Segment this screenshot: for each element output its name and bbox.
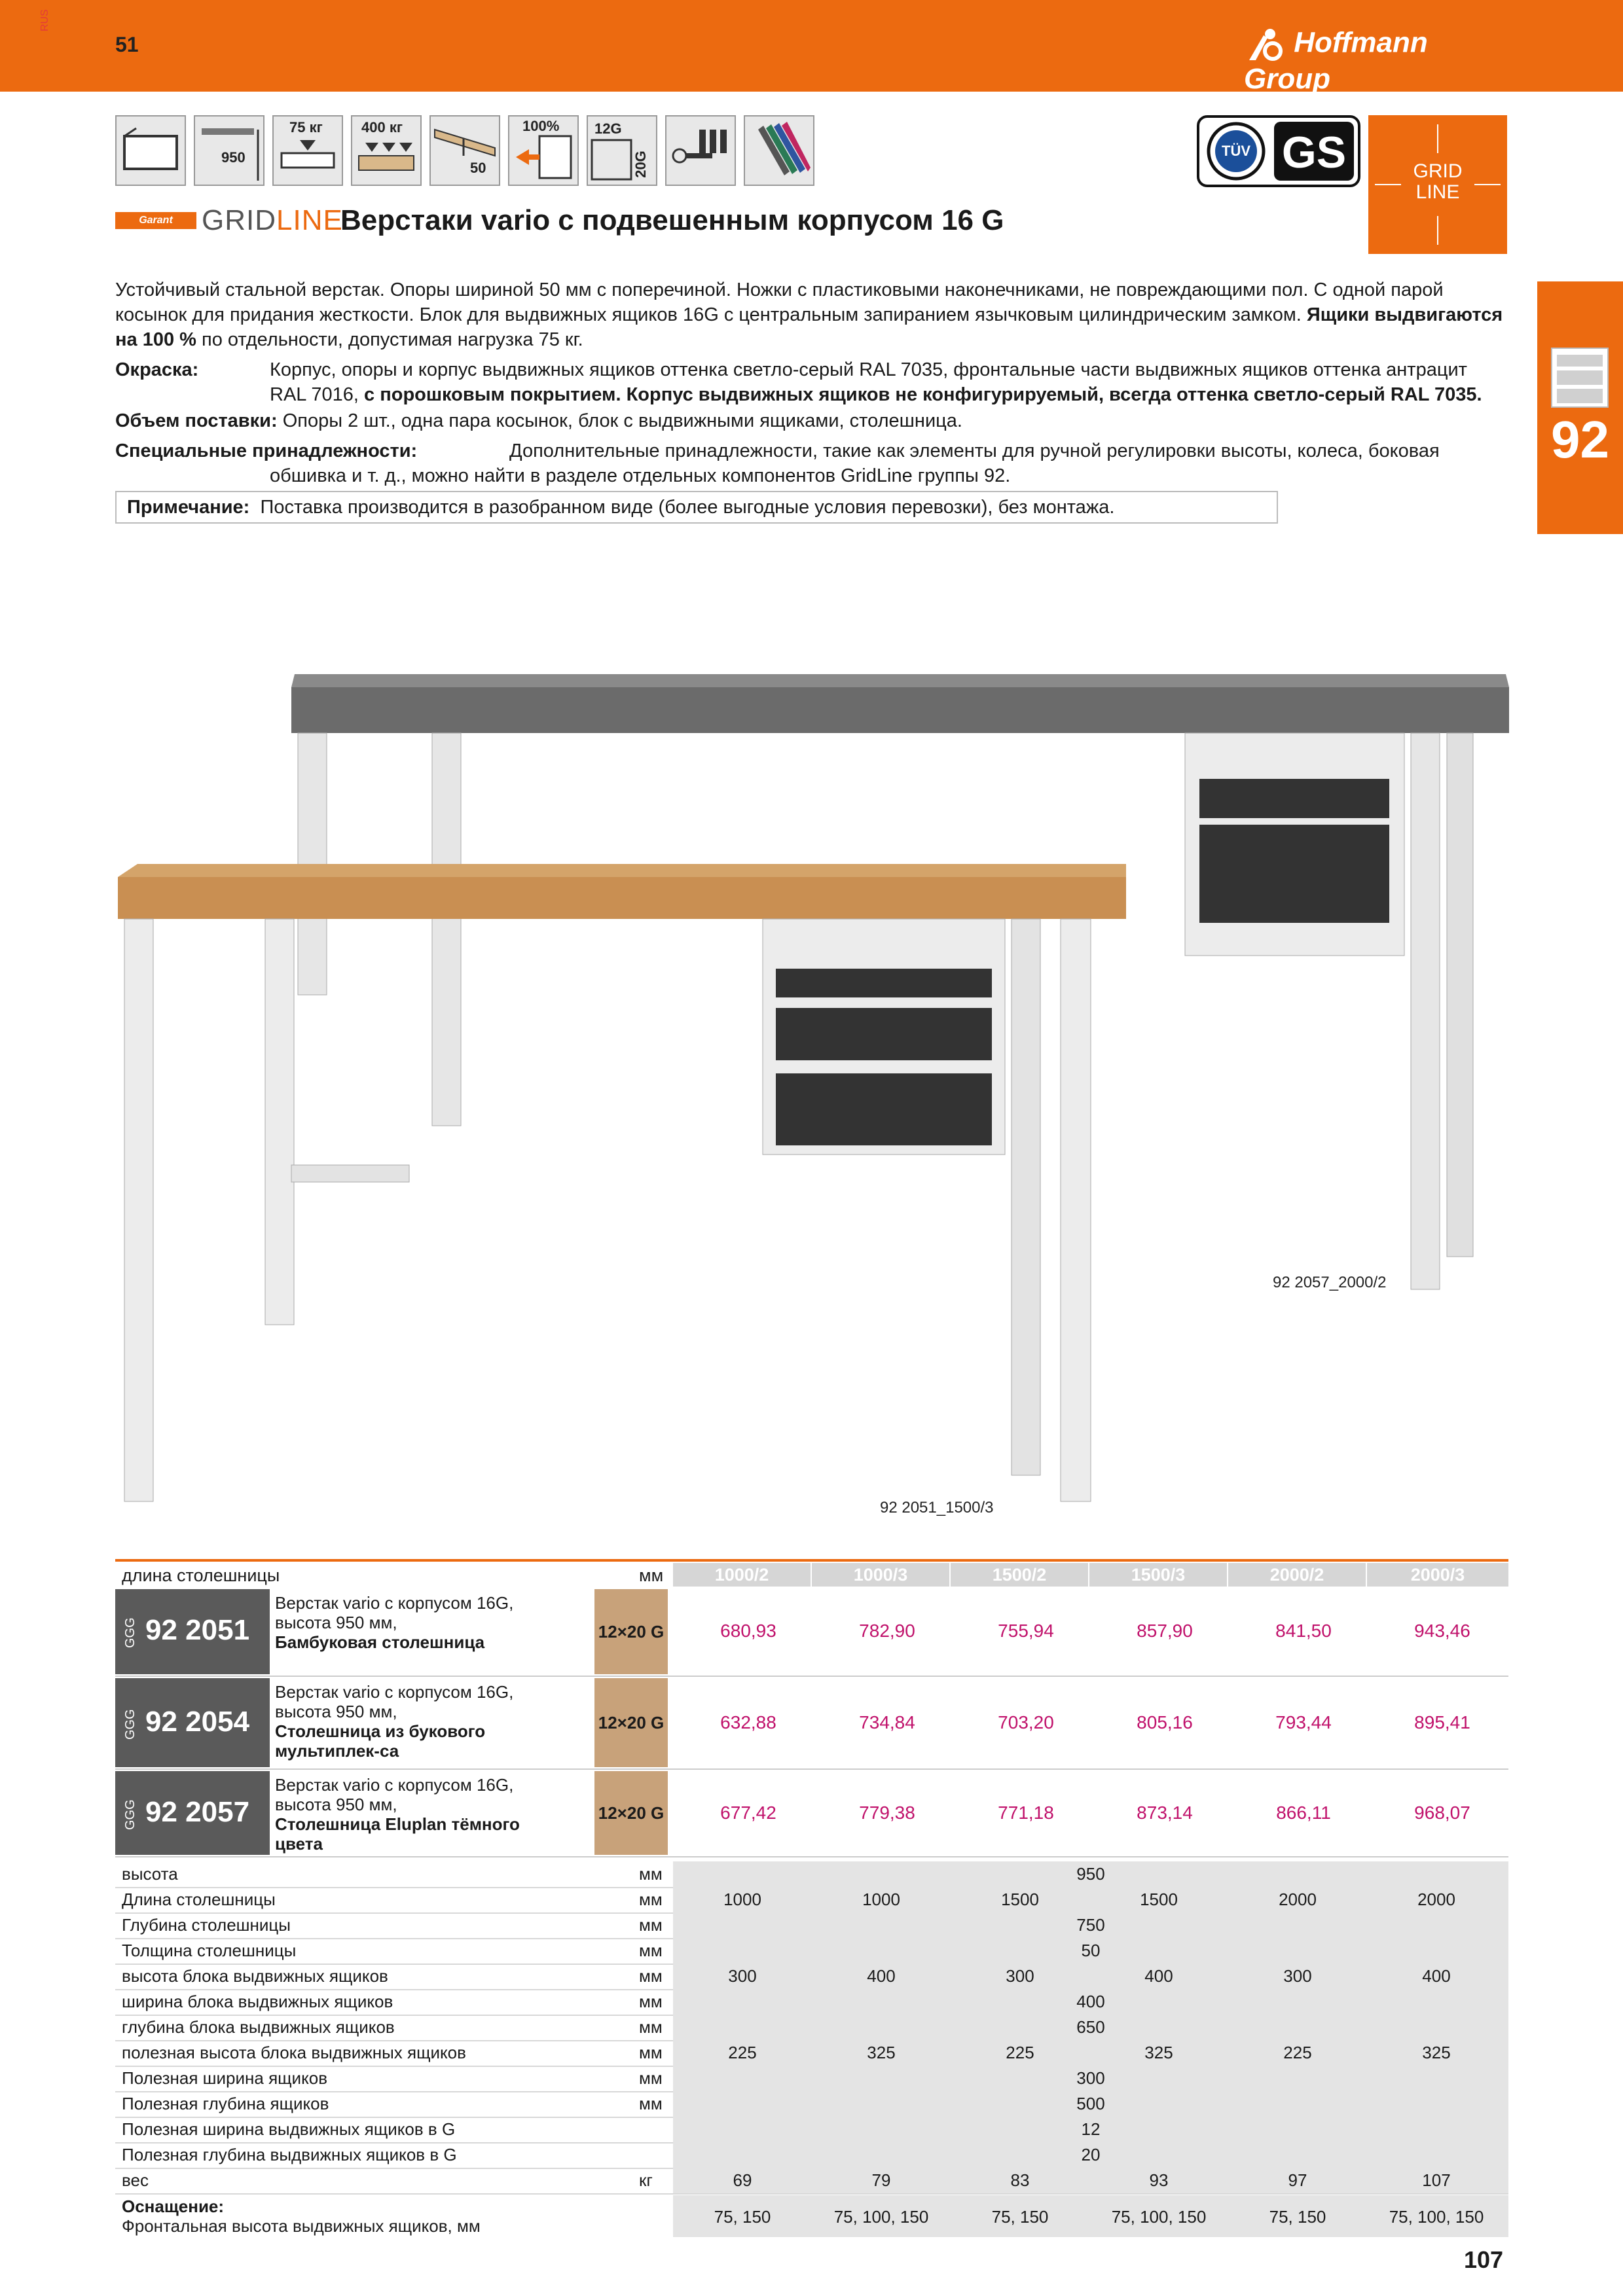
spec-value: 325 xyxy=(867,2043,896,2062)
price: 895,41 xyxy=(1414,1712,1470,1732)
product-desc: Верстак vario с корпусом 16G, высота 950 мм, Столешница Eluplan тёмного цвета xyxy=(275,1775,520,1854)
spec-label: высота блока выдвижных ящиков xyxy=(122,1966,388,1986)
price: 734,84 xyxy=(859,1712,915,1732)
equipment-row: Оснащение: Фронтальная высота выдвижных ящиков, мм 75, 150 75, 100, 150 75, 150 75, 100, 150 75, 150 75, 100, 150 xyxy=(115,2195,1508,2237)
spec-label: ширина блока выдвижных ящиков xyxy=(122,1992,393,2011)
price: 779,38 xyxy=(859,1803,915,1823)
gs-label: GS xyxy=(1281,128,1347,177)
drawer-key: 12×20 G xyxy=(594,1771,668,1855)
drawer-key: 12×20 G xyxy=(594,1678,668,1767)
spec-values xyxy=(673,2117,1508,2142)
spec-row xyxy=(115,1887,1508,1914)
spec-values xyxy=(673,1989,1508,2015)
product-desc: Верстак vario с корпусом 16G, высота 950 мм, Столешница из букового мультиплек-са xyxy=(275,1682,514,1761)
product-description: Устойчивый стальной верстак. Опоры шириной 50 мм с поперечиной. Ножки с пластиковыми наконечниками, не повреждающими пол. С одной парой косынок для придания жесткости. Блок для выдвижных ящиков 16G с центральным запиранием язычковым цилиндрическим замком. Ящики выдвигаются на 100 % по отдельности, допустимая нагрузка 75 кг. xyxy=(115,279,1503,350)
spec-label: глубина блока выдвижных ящиков xyxy=(122,2017,395,2037)
spec-value: 69 xyxy=(733,2170,752,2190)
col-header: 2000/3 xyxy=(1367,1563,1508,1587)
price: 857,90 xyxy=(1137,1621,1193,1641)
spec-label: Полезная ширина ящиков xyxy=(122,2068,328,2088)
spec-values xyxy=(673,2142,1508,2168)
spec-values xyxy=(673,1938,1508,1964)
length-header-unit: мм xyxy=(639,1566,664,1585)
spec-value: 225 xyxy=(1283,2043,1312,2062)
spec-values xyxy=(673,2040,1508,2066)
price: 771,18 xyxy=(998,1803,1054,1823)
spec-value: 300 xyxy=(728,1966,757,1986)
length-header-label: длина столешницы xyxy=(122,1566,280,1585)
top-bar xyxy=(0,0,1623,95)
section-page-number: 51 xyxy=(115,33,139,56)
load-400-icon: 400 кг xyxy=(351,115,422,186)
price: 793,44 xyxy=(1275,1712,1332,1732)
spec-value: 1500 xyxy=(1001,1890,1039,1909)
table-row xyxy=(115,1589,1508,1677)
spec-value: 225 xyxy=(728,2043,757,2062)
spec-values xyxy=(673,1861,1508,1887)
price: 755,94 xyxy=(998,1621,1054,1641)
image-caption-front: 92 2051_1500/3 xyxy=(880,1499,994,1516)
col-header: 1000/2 xyxy=(673,1563,811,1587)
table-row xyxy=(115,1771,1508,1857)
spec-values xyxy=(673,1912,1508,1938)
hoffmann-logo-icon xyxy=(1244,26,1286,63)
accessories-text: Дополнительные принадлежности, такие как элементы для ручной регулировки высоты, колеса, боковая обшивка и т. д., можно найти в разделе отдельных компонентов GridLine группы 92. xyxy=(270,440,1440,486)
price: 943,46 xyxy=(1414,1621,1470,1641)
spec-unit: мм xyxy=(639,1941,663,1960)
extension-100-icon: 100% xyxy=(508,115,579,186)
spec-row xyxy=(115,1938,1508,1965)
spec-unit: мм xyxy=(639,1864,663,1884)
drawer-key: 12×20 G xyxy=(594,1589,668,1674)
spec-unit: мм xyxy=(639,2043,663,2062)
spec-unit: мм xyxy=(639,1915,663,1935)
spec-value: 20 xyxy=(1081,2145,1101,2164)
image-caption-back: 92 2057_2000/2 xyxy=(1273,1274,1387,1291)
spec-label: Длина столешницы xyxy=(122,1890,276,1909)
brand-name: Hoffmann Group xyxy=(1244,26,1428,95)
scope-row: Объем поставки: Опоры 2 шт., одна пара косынок, блок с выдвижными ящиками, столешница. xyxy=(115,410,962,431)
article-number: GGG 92 2057 xyxy=(115,1771,270,1855)
height-950-icon: 950 xyxy=(194,115,264,186)
gridline-badge xyxy=(1368,115,1507,254)
lock-icon xyxy=(665,115,736,186)
spec-label: полезная высота блока выдвижных ящиков xyxy=(122,2043,466,2062)
spec-value: 300 xyxy=(1283,1966,1312,1986)
spec-value: 97 xyxy=(1288,2170,1307,2190)
spec-label: Полезная глубина выдвижных ящиков в G xyxy=(122,2145,457,2164)
col-header: 1500/2 xyxy=(951,1563,1088,1587)
spec-label: Полезная глубина ящиков xyxy=(122,2094,329,2113)
spec-unit: мм xyxy=(639,2094,663,2113)
gridbox-line2: LINE xyxy=(1415,181,1460,203)
spec-value: 2000 xyxy=(1279,1890,1317,1909)
spec-row xyxy=(115,2117,1508,2144)
spec-row xyxy=(115,2091,1508,2118)
spec-unit: мм xyxy=(639,1890,663,1909)
gridline-logo: GRIDLINE xyxy=(202,204,343,236)
spec-unit: мм xyxy=(639,2017,663,2037)
article-number: GGG 92 2051 xyxy=(115,1589,270,1674)
page-title: Верстаки vario с подвешенным корпусом 16 G xyxy=(340,204,1004,236)
spec-value: 400 xyxy=(867,1966,896,1986)
spec-value: 1000 xyxy=(723,1890,761,1909)
spec-values xyxy=(673,2091,1508,2117)
spec-unit: мм xyxy=(639,1992,663,2011)
spec-value: 93 xyxy=(1149,2170,1169,2190)
spec-value: 300 xyxy=(1006,1966,1034,1986)
colors-icon xyxy=(744,115,814,186)
spec-value: 79 xyxy=(871,2170,891,2190)
spec-values xyxy=(673,2168,1508,2193)
article-number: GGG 92 2054 xyxy=(115,1678,270,1767)
page-number: 107 xyxy=(1464,2246,1504,2273)
price: 680,93 xyxy=(720,1621,776,1641)
spec-value: 50 xyxy=(1081,1941,1101,1960)
spec-row xyxy=(115,2142,1508,2169)
spec-value: 750 xyxy=(1076,1915,1105,1935)
spec-row xyxy=(115,1989,1508,2016)
spec-value: 950 xyxy=(1076,1864,1105,1884)
paint-text: Корпус, опоры и корпус выдвижных ящиков оттенка светло-серый RAL 7035, фронтальные части выдвижных ящиков оттенка антрацит RAL 7016, с порошковым покрытием. Корпус выдвижных ящиков не конфигурируемый, всегда оттенка светло-серый RAL 7035. xyxy=(270,359,1482,405)
spec-value: 650 xyxy=(1076,2017,1105,2037)
spec-value: 325 xyxy=(1422,2043,1451,2062)
spec-row xyxy=(115,2168,1508,2195)
spec-label: Толщина столешницы xyxy=(122,1941,297,1960)
load-75-icon: 75 кг xyxy=(272,115,343,186)
spec-value: 1500 xyxy=(1140,1890,1178,1909)
col-header: 2000/2 xyxy=(1228,1563,1366,1587)
spec-row xyxy=(115,1861,1508,1888)
spec-label: высота xyxy=(122,1864,178,1884)
note-box: Примечание: Поставка производится в разобранном виде (более выгодные условия перевозки), без монтажа. xyxy=(115,491,1278,524)
spec-values xyxy=(673,1887,1508,1912)
price: 873,14 xyxy=(1137,1803,1193,1823)
spec-value: 225 xyxy=(1006,2043,1034,2062)
spec-value: 300 xyxy=(1076,2068,1105,2088)
frame-icon xyxy=(115,115,186,186)
spec-values xyxy=(673,2015,1508,2040)
spec-row xyxy=(115,2040,1508,2067)
spec-value: 325 xyxy=(1144,2043,1173,2062)
spec-value: 2000 xyxy=(1417,1890,1455,1909)
spec-label: Полезная ширина выдвижных ящиков в G xyxy=(122,2119,456,2139)
spec-value: 12 xyxy=(1081,2119,1101,2139)
table-top-rule xyxy=(115,1559,1508,1562)
spec-values xyxy=(673,1964,1508,1989)
price: 866,11 xyxy=(1276,1803,1331,1823)
table-row xyxy=(115,1678,1508,1770)
spec-unit: мм xyxy=(639,2068,663,2088)
price: 677,42 xyxy=(720,1803,776,1823)
gridbox-line1: GRID xyxy=(1413,160,1463,182)
spec-label: Глубина столешницы xyxy=(122,1915,291,1935)
chapter-tab xyxy=(1537,281,1623,534)
price: 805,16 xyxy=(1137,1712,1193,1732)
price: 782,90 xyxy=(859,1621,915,1641)
spec-row xyxy=(115,1964,1508,1990)
paint-label: Окраска: xyxy=(115,359,199,380)
spec-label: вес xyxy=(122,2170,149,2190)
top-50-icon: 50 xyxy=(429,115,500,186)
product-desc: Верстак vario с корпусом 16G, высота 950 мм, Бамбуковая столешница xyxy=(275,1593,514,1652)
spec-row xyxy=(115,1912,1508,1939)
spec-row xyxy=(115,2066,1508,2092)
spec-unit: кг xyxy=(639,2170,653,2190)
spec-value: 500 xyxy=(1076,2094,1105,2113)
product-image xyxy=(105,668,1519,1545)
garant-logo: Garant xyxy=(115,212,196,229)
language-code: RUS xyxy=(39,9,50,31)
chapter-number: 92 xyxy=(1551,410,1609,469)
spec-value: 107 xyxy=(1422,2170,1451,2190)
price: 968,07 xyxy=(1414,1803,1470,1823)
drawers-12g-20g-icon: 12G 20G xyxy=(587,115,657,186)
certification-badges xyxy=(1197,115,1360,187)
col-header: 1500/3 xyxy=(1089,1563,1227,1587)
spec-values xyxy=(673,2066,1508,2091)
spec-row xyxy=(115,2015,1508,2041)
hoffmann-logo xyxy=(1244,26,1512,95)
spec-value: 400 xyxy=(1144,1966,1173,1986)
tuv-label: TÜV xyxy=(1222,143,1250,159)
spec-value: 400 xyxy=(1076,1992,1105,2011)
price: 632,88 xyxy=(720,1712,776,1732)
spec-value: 83 xyxy=(1010,2170,1030,2190)
price: 841,50 xyxy=(1275,1621,1332,1641)
accessories-label: Специальные принадлежности: xyxy=(115,440,418,461)
spec-value: 1000 xyxy=(862,1890,900,1909)
col-header: 1000/3 xyxy=(812,1563,949,1587)
spec-value: 400 xyxy=(1422,1966,1451,1986)
spec-unit: мм xyxy=(639,1966,663,1986)
price: 703,20 xyxy=(998,1712,1054,1732)
